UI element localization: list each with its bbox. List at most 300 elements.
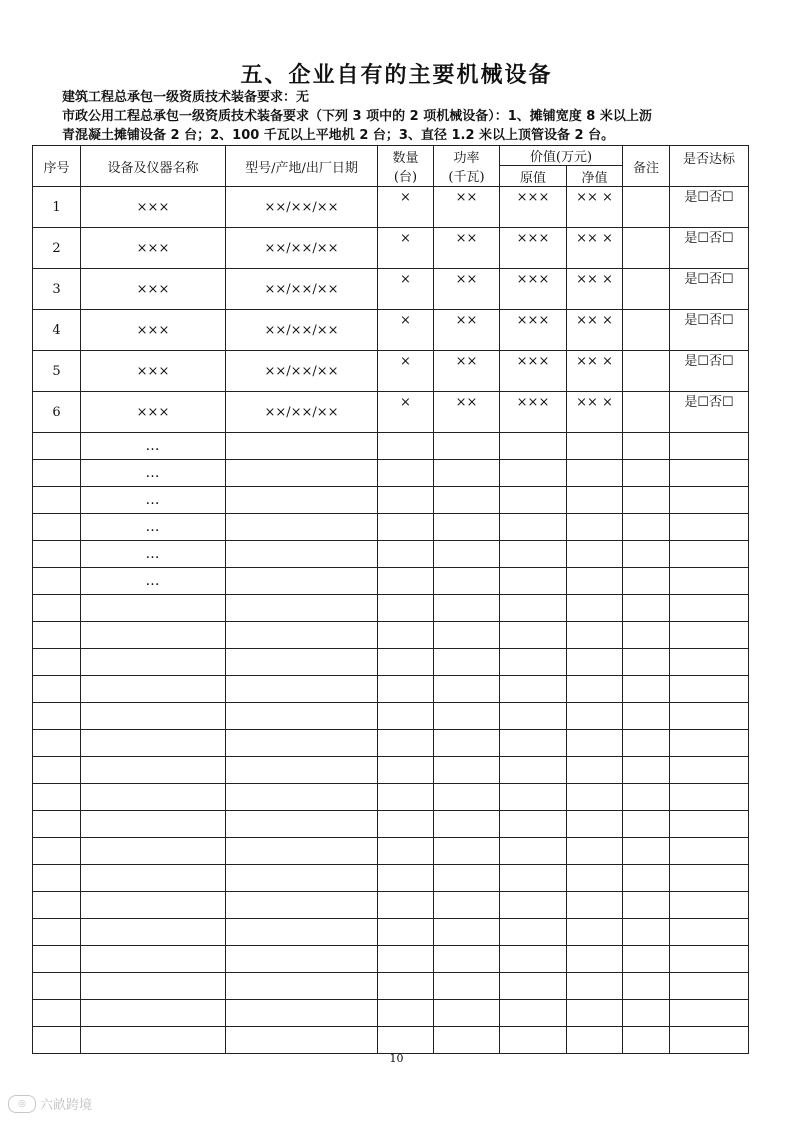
cell-seq: 5: [33, 351, 81, 392]
cell-seq: 6: [33, 392, 81, 433]
empty-cell: [33, 703, 81, 730]
empty-cell: [226, 757, 378, 784]
empty-cell: [378, 946, 434, 973]
empty-cell: [33, 595, 81, 622]
cell-quantity: ×: [378, 310, 434, 351]
cell-remark: [623, 392, 670, 433]
cell-power: ××: [434, 310, 500, 351]
empty-cell: [434, 946, 500, 973]
header-meets: 是否达标: [670, 146, 749, 187]
cell-original-value: ×××: [500, 392, 567, 433]
empty-cell: [670, 784, 749, 811]
ellipsis-cell: …: [81, 487, 226, 514]
empty-cell: [378, 919, 434, 946]
empty-cell: [567, 676, 623, 703]
empty-cell: [226, 541, 378, 568]
empty-cell: [434, 973, 500, 1000]
empty-cell: [500, 973, 567, 1000]
empty-cell: [567, 460, 623, 487]
empty-cell: [81, 892, 226, 919]
empty-cell: [500, 1027, 567, 1054]
empty-cell: [567, 1027, 623, 1054]
empty-cell: [33, 1000, 81, 1027]
page-title: 五、企业自有的主要机械设备: [240, 63, 553, 88]
empty-cell: [434, 541, 500, 568]
empty-cell: [81, 730, 226, 757]
empty-cell: [226, 892, 378, 919]
empty-cell: [623, 811, 670, 838]
empty-cell: [500, 460, 567, 487]
cell-model: ××/××/××: [226, 351, 378, 392]
empty-cell: [567, 541, 623, 568]
table-row-blank: [33, 784, 749, 811]
empty-cell: [434, 1027, 500, 1054]
cell-model: ××/××/××: [226, 187, 378, 228]
empty-cell: [567, 514, 623, 541]
cell-original-value: ×××: [500, 269, 567, 310]
table-row-blank: [33, 1027, 749, 1054]
empty-cell: [81, 946, 226, 973]
cell-net-value: ×× ×: [567, 351, 623, 392]
empty-cell: [378, 595, 434, 622]
empty-cell: [226, 622, 378, 649]
empty-cell: [434, 757, 500, 784]
empty-cell: [226, 460, 378, 487]
empty-cell: [33, 541, 81, 568]
empty-cell: [434, 433, 500, 460]
table-row-blank: [33, 649, 749, 676]
cell-quantity: ×: [378, 351, 434, 392]
cell-power: ××: [434, 351, 500, 392]
requirement-line-3: 青混凝土摊铺设备 2 台；2、100 千瓦以上平地机 2 台；3、直径 1.2 米以上顶管设备 2 台。: [62, 128, 615, 143]
cell-name: ×××: [81, 310, 226, 351]
empty-cell: [33, 676, 81, 703]
equipment-table: [32, 145, 749, 1054]
empty-cell: [623, 649, 670, 676]
empty-cell: [567, 649, 623, 676]
empty-cell: [378, 433, 434, 460]
empty-cell: [226, 676, 378, 703]
empty-cell: [226, 973, 378, 1000]
empty-cell: [500, 649, 567, 676]
empty-cell: [434, 811, 500, 838]
empty-cell: [670, 541, 749, 568]
empty-cell: [500, 865, 567, 892]
empty-cell: [33, 514, 81, 541]
header-name: 设备及仪器名称: [81, 146, 226, 187]
empty-cell: [226, 487, 378, 514]
cell-model: ××/××/××: [226, 310, 378, 351]
empty-cell: [434, 838, 500, 865]
empty-cell: [567, 973, 623, 1000]
empty-cell: [226, 946, 378, 973]
empty-cell: [623, 595, 670, 622]
empty-cell: [500, 919, 567, 946]
cell-power: ××: [434, 269, 500, 310]
empty-cell: [670, 649, 749, 676]
empty-cell: [500, 703, 567, 730]
empty-cell: [378, 838, 434, 865]
cell-name: ×××: [81, 269, 226, 310]
empty-cell: [500, 811, 567, 838]
table-row-ellipsis: [33, 433, 749, 460]
empty-cell: [567, 946, 623, 973]
requirement-line-1: 建筑工程总承包一级资质技术装备要求：无: [62, 90, 310, 105]
empty-cell: [500, 568, 567, 595]
empty-cell: [378, 730, 434, 757]
empty-cell: [226, 595, 378, 622]
empty-cell: [378, 649, 434, 676]
empty-cell: [670, 568, 749, 595]
requirement-line-2: 市政公用工程总承包一级资质技术装备要求（下列 3 项中的 2 项机械设备）：1、摊铺宽度 8 米以上沥: [62, 109, 652, 124]
header-power-unit: (千瓦): [448, 170, 485, 185]
empty-cell: [81, 973, 226, 1000]
cell-original-value: ×××: [500, 351, 567, 392]
cell-net-value: ×× ×: [567, 228, 623, 269]
empty-cell: [623, 973, 670, 1000]
empty-cell: [226, 784, 378, 811]
ellipsis-cell: …: [81, 460, 226, 487]
empty-cell: [434, 649, 500, 676]
cell-name: ×××: [81, 228, 226, 269]
empty-cell: [567, 919, 623, 946]
empty-cell: [81, 838, 226, 865]
empty-cell: [500, 514, 567, 541]
empty-cell: [500, 757, 567, 784]
table-row-blank: [33, 865, 749, 892]
table-row: [33, 228, 749, 269]
page-number: 10: [389, 1052, 404, 1065]
empty-cell: [434, 622, 500, 649]
empty-cell: [33, 568, 81, 595]
cell-seq: 2: [33, 228, 81, 269]
empty-cell: [567, 622, 623, 649]
table-row-blank: [33, 811, 749, 838]
table-row-blank: [33, 730, 749, 757]
empty-cell: [623, 460, 670, 487]
empty-cell: [500, 433, 567, 460]
empty-cell: [33, 487, 81, 514]
empty-cell: [33, 865, 81, 892]
empty-cell: [378, 568, 434, 595]
empty-cell: [670, 622, 749, 649]
empty-cell: [226, 568, 378, 595]
empty-cell: [33, 730, 81, 757]
empty-cell: [670, 514, 749, 541]
empty-cell: [623, 892, 670, 919]
empty-cell: [623, 784, 670, 811]
empty-cell: [670, 973, 749, 1000]
empty-cell: [378, 487, 434, 514]
table-row-blank: [33, 973, 749, 1000]
table-row: [33, 351, 749, 392]
empty-cell: [567, 865, 623, 892]
empty-cell: [226, 514, 378, 541]
empty-cell: [500, 676, 567, 703]
header-quantity: [378, 146, 434, 187]
empty-cell: [378, 622, 434, 649]
empty-cell: [670, 676, 749, 703]
empty-cell: [670, 865, 749, 892]
empty-cell: [33, 460, 81, 487]
empty-cell: [226, 838, 378, 865]
empty-cell: [378, 757, 434, 784]
table-row-ellipsis: [33, 541, 749, 568]
empty-cell: [500, 1000, 567, 1027]
empty-cell: [500, 487, 567, 514]
cell-quantity: ×: [378, 228, 434, 269]
table-row: [33, 269, 749, 310]
empty-cell: [434, 487, 500, 514]
cell-meets: 是☐否☐: [670, 269, 749, 310]
table-row-ellipsis: [33, 460, 749, 487]
empty-cell: [378, 541, 434, 568]
empty-cell: [623, 622, 670, 649]
empty-cell: [670, 460, 749, 487]
empty-cell: [434, 595, 500, 622]
header-model: 型号/产地/出厂日期: [226, 146, 378, 187]
header-value: 价值(万元): [500, 146, 623, 166]
empty-cell: [33, 433, 81, 460]
empty-cell: [81, 757, 226, 784]
empty-cell: [567, 730, 623, 757]
empty-cell: [378, 676, 434, 703]
empty-cell: [434, 676, 500, 703]
empty-cell: [226, 433, 378, 460]
empty-cell: [81, 676, 226, 703]
empty-cell: [226, 811, 378, 838]
header-quantity-unit: (台): [393, 170, 418, 185]
ellipsis-cell: …: [81, 514, 226, 541]
empty-cell: [500, 784, 567, 811]
empty-cell: [81, 703, 226, 730]
empty-cell: [623, 1000, 670, 1027]
empty-cell: [567, 433, 623, 460]
empty-cell: [500, 946, 567, 973]
empty-cell: [434, 514, 500, 541]
empty-cell: [33, 973, 81, 1000]
cell-remark: [623, 187, 670, 228]
cell-meets: 是☐否☐: [670, 187, 749, 228]
cell-remark: [623, 351, 670, 392]
empty-cell: [670, 811, 749, 838]
empty-cell: [567, 784, 623, 811]
watermark-logo-icon: ◎: [8, 1095, 36, 1113]
header-power: [434, 146, 500, 187]
header-quantity-label: 数量: [392, 151, 419, 166]
cell-name: ×××: [81, 351, 226, 392]
cell-net-value: ×× ×: [567, 269, 623, 310]
empty-cell: [378, 514, 434, 541]
table-row-blank: [33, 595, 749, 622]
empty-cell: [81, 1000, 226, 1027]
empty-cell: [500, 622, 567, 649]
cell-power: ××: [434, 228, 500, 269]
ellipsis-cell: …: [81, 433, 226, 460]
empty-cell: [378, 703, 434, 730]
empty-cell: [623, 946, 670, 973]
table-row-blank: [33, 1000, 749, 1027]
empty-cell: [81, 595, 226, 622]
empty-cell: [500, 838, 567, 865]
empty-cell: [81, 622, 226, 649]
table-row-blank: [33, 919, 749, 946]
empty-cell: [434, 784, 500, 811]
empty-cell: [670, 892, 749, 919]
empty-cell: [378, 784, 434, 811]
empty-cell: [226, 919, 378, 946]
table-row-ellipsis: [33, 514, 749, 541]
cell-model: ××/××/××: [226, 228, 378, 269]
cell-remark: [623, 310, 670, 351]
empty-cell: [33, 892, 81, 919]
empty-cell: [623, 838, 670, 865]
empty-cell: [567, 811, 623, 838]
empty-cell: [670, 757, 749, 784]
empty-cell: [378, 811, 434, 838]
empty-cell: [670, 1027, 749, 1054]
empty-cell: [33, 757, 81, 784]
table-row: [33, 392, 749, 433]
empty-cell: [670, 946, 749, 973]
empty-cell: [81, 919, 226, 946]
empty-cell: [567, 487, 623, 514]
empty-cell: [670, 730, 749, 757]
empty-cell: [500, 541, 567, 568]
empty-cell: [226, 730, 378, 757]
empty-cell: [33, 946, 81, 973]
empty-cell: [623, 919, 670, 946]
cell-remark: [623, 269, 670, 310]
cell-remark: [623, 228, 670, 269]
cell-meets: 是☐否☐: [670, 392, 749, 433]
table-body: [33, 187, 749, 1054]
cell-meets: 是☐否☐: [670, 310, 749, 351]
cell-name: ×××: [81, 392, 226, 433]
cell-model: ××/××/××: [226, 269, 378, 310]
empty-cell: [33, 784, 81, 811]
table-row-blank: [33, 946, 749, 973]
watermark: [8, 1094, 92, 1113]
empty-cell: [434, 703, 500, 730]
header-seq: 序号: [33, 146, 81, 187]
empty-cell: [81, 784, 226, 811]
empty-cell: [623, 865, 670, 892]
table-row-blank: [33, 757, 749, 784]
empty-cell: [226, 703, 378, 730]
empty-cell: [33, 838, 81, 865]
cell-net-value: ×× ×: [567, 392, 623, 433]
empty-cell: [623, 730, 670, 757]
cell-net-value: ×× ×: [567, 187, 623, 228]
table-row-blank: [33, 676, 749, 703]
cell-seq: 1: [33, 187, 81, 228]
header-remark: 备注: [623, 146, 670, 187]
empty-cell: [500, 730, 567, 757]
table-row-blank: [33, 892, 749, 919]
empty-cell: [567, 568, 623, 595]
watermark-text: 六畝跨境: [40, 1098, 93, 1113]
empty-cell: [226, 1027, 378, 1054]
header-original-value: 原值: [500, 166, 567, 187]
empty-cell: [670, 1000, 749, 1027]
cell-original-value: ×××: [500, 310, 567, 351]
cell-original-value: ×××: [500, 187, 567, 228]
ellipsis-cell: …: [81, 541, 226, 568]
empty-cell: [434, 865, 500, 892]
cell-original-value: ×××: [500, 228, 567, 269]
empty-cell: [623, 514, 670, 541]
cell-meets: 是☐否☐: [670, 351, 749, 392]
cell-net-value: ×× ×: [567, 310, 623, 351]
empty-cell: [670, 487, 749, 514]
empty-cell: [623, 541, 670, 568]
ellipsis-cell: …: [81, 568, 226, 595]
empty-cell: [434, 1000, 500, 1027]
cell-model: ××/××/××: [226, 392, 378, 433]
empty-cell: [81, 865, 226, 892]
table-row: [33, 310, 749, 351]
empty-cell: [378, 460, 434, 487]
empty-cell: [81, 811, 226, 838]
empty-cell: [567, 703, 623, 730]
empty-cell: [670, 595, 749, 622]
empty-cell: [623, 757, 670, 784]
empty-cell: [434, 568, 500, 595]
empty-cell: [378, 1027, 434, 1054]
empty-cell: [623, 703, 670, 730]
empty-cell: [567, 595, 623, 622]
empty-cell: [33, 649, 81, 676]
empty-cell: [500, 595, 567, 622]
table-row-blank: [33, 703, 749, 730]
empty-cell: [670, 433, 749, 460]
cell-quantity: ×: [378, 269, 434, 310]
empty-cell: [567, 892, 623, 919]
cell-power: ××: [434, 187, 500, 228]
empty-cell: [378, 865, 434, 892]
empty-cell: [623, 433, 670, 460]
cell-seq: 4: [33, 310, 81, 351]
empty-cell: [378, 892, 434, 919]
empty-cell: [434, 460, 500, 487]
cell-quantity: ×: [378, 187, 434, 228]
empty-cell: [434, 892, 500, 919]
empty-cell: [33, 622, 81, 649]
empty-cell: [670, 703, 749, 730]
empty-cell: [434, 919, 500, 946]
table-row-ellipsis: [33, 568, 749, 595]
table-row: [33, 187, 749, 228]
empty-cell: [567, 1000, 623, 1027]
table-row-ellipsis: [33, 487, 749, 514]
empty-cell: [567, 757, 623, 784]
empty-cell: [33, 811, 81, 838]
empty-cell: [434, 730, 500, 757]
empty-cell: [226, 865, 378, 892]
empty-cell: [226, 649, 378, 676]
empty-cell: [623, 568, 670, 595]
cell-seq: 3: [33, 269, 81, 310]
header-power-label: 功率: [453, 151, 480, 166]
empty-cell: [33, 1027, 81, 1054]
empty-cell: [378, 1000, 434, 1027]
empty-cell: [567, 838, 623, 865]
empty-cell: [623, 676, 670, 703]
empty-cell: [623, 1027, 670, 1054]
empty-cell: [33, 919, 81, 946]
empty-cell: [623, 487, 670, 514]
